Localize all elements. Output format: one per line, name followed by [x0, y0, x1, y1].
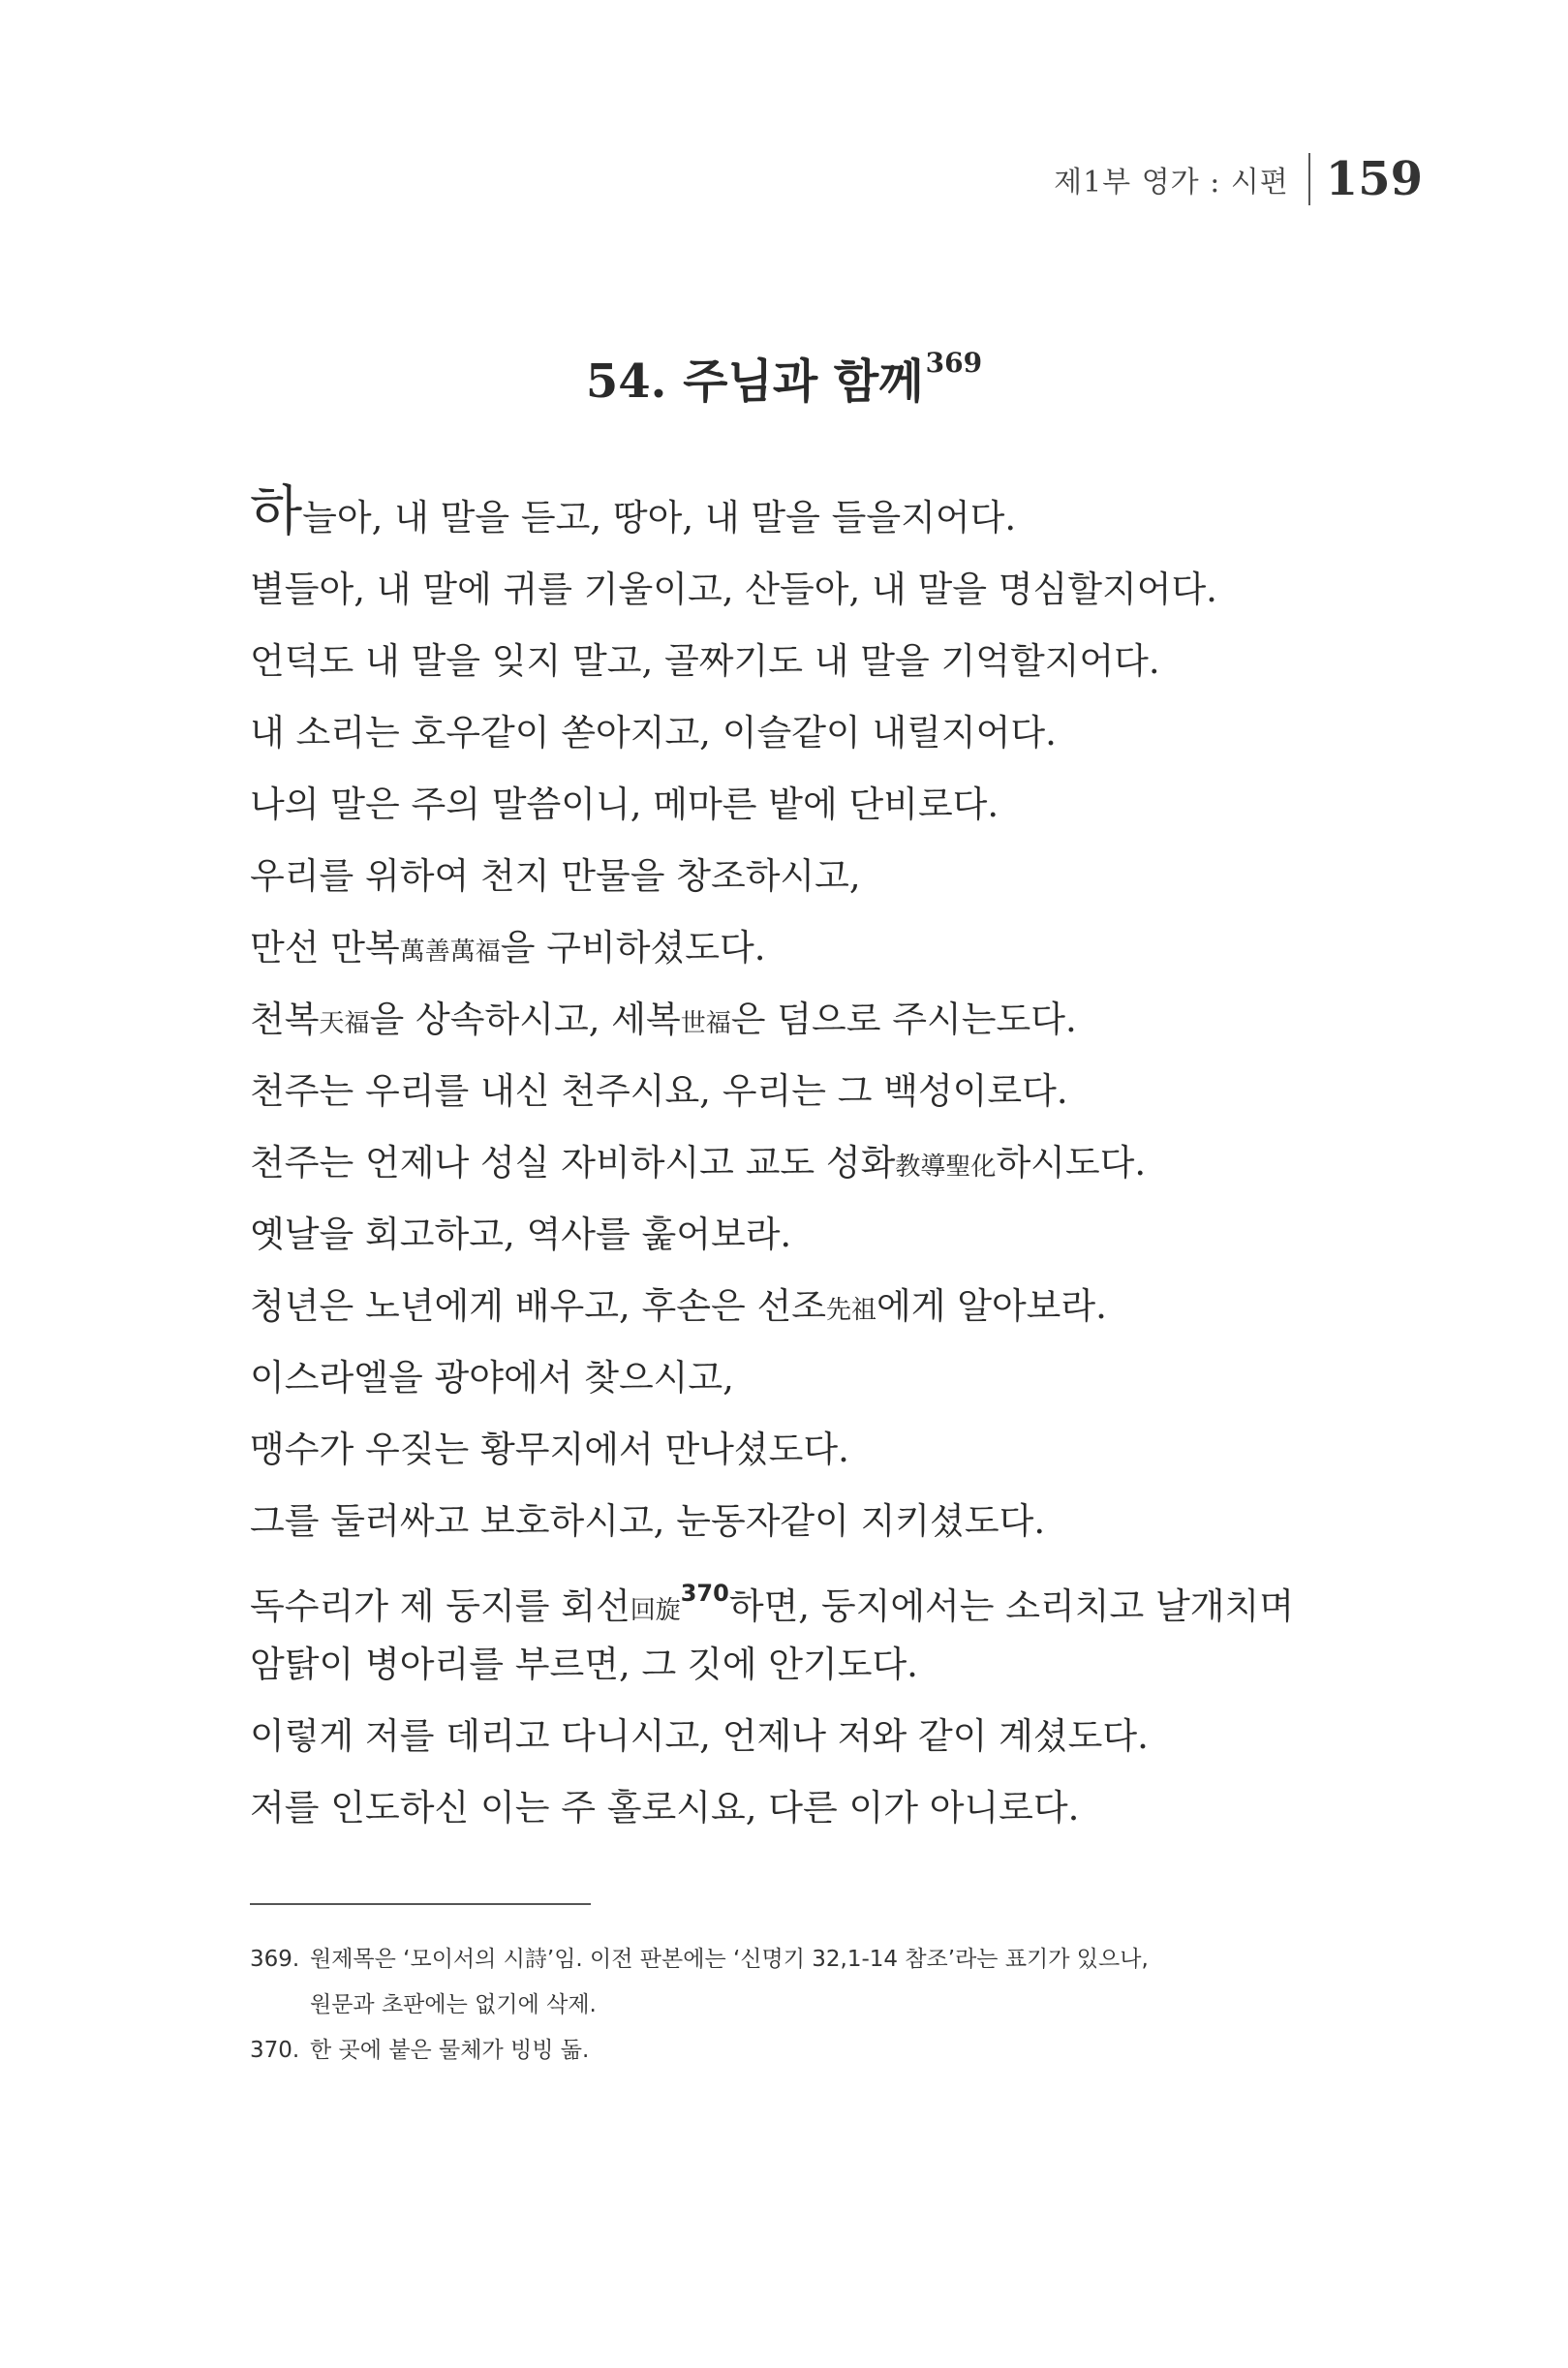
footnote-370-line-1: 한 곳에 붙은 물체가 빙빙 돎.: [310, 2038, 590, 2063]
poem-line-2: 별들아, 내 말에 귀를 기울이고, 산들아, 내 말을 명심할지어다.: [250, 569, 1217, 610]
hanja-gloss: 回旋: [630, 1596, 681, 1625]
poem-line-8-c: 은 덤으로 주시는도다.: [730, 999, 1077, 1040]
hanja-gloss: 天福: [319, 1009, 370, 1038]
header-divider: [1308, 153, 1310, 205]
footnote-number: 370.: [250, 2038, 300, 2063]
poem-title-text: 54. 주님과 함께: [585, 354, 924, 409]
poem-line-18: 이렇게 저를 데리고 다니시고, 언제나 저와 같이 계셨도다.: [250, 1715, 1149, 1757]
footnote-369-line-2: 원문과 초판에는 없기에 삭제.: [310, 1992, 597, 2017]
poem-line-10-a: 천주는 언제나 성실 자비하시고 교도 성화: [250, 1142, 896, 1184]
footnote-ref-370: 370: [680, 1580, 729, 1607]
footnote-369-line-1: 원제목은 ‘모이서의 시詩’임. 이전 판본에는 ‘신명기 32,1-14 참조’라는 표기가 있으나,: [310, 1947, 1149, 1972]
poem-line-16-a: 독수리가 제 둥지를 회선: [250, 1585, 630, 1627]
poem-line-3: 언덕도 내 말을 잊지 말고, 골짜기도 내 말을 기억할지어다.: [250, 640, 1160, 682]
hanja-gloss: 世福: [680, 1009, 731, 1038]
hanja-gloss: 先祖: [825, 1296, 876, 1325]
poem-line-16: [250, 1557, 1431, 1629]
footnotes: [250, 1937, 1393, 2074]
poem-line-6: 우리를 위하여 천지 만물을 창조하시고,: [250, 855, 861, 897]
poem-line-11: 옛날을 회고하고, 역사를 훑어보라.: [250, 1214, 792, 1255]
footnote-number: 369.: [250, 1947, 300, 1972]
header-section-title: 제1부 영가 : 시편: [1054, 166, 1289, 200]
poem-line-1-text: 늘아, 내 말을 듣고, 땅아, 내 말을 들을지어다.: [302, 497, 1017, 538]
footnote-text: [310, 1937, 1393, 2028]
hanja-gloss: 萬善萬福: [399, 938, 501, 967]
poem-line-8: [250, 984, 1431, 1056]
poem-line-12: [250, 1271, 1431, 1342]
poem-line-4: 내 소리는 호우같이 쏟아지고, 이슬같이 내릴지어다.: [250, 712, 1057, 753]
poem-line-7-b: 을 구비하셨도다.: [500, 927, 766, 969]
title-footnote-ref: 369: [925, 347, 983, 379]
page-number: 159: [1325, 152, 1423, 206]
poem-line-7-a: 만선 만복: [250, 927, 400, 969]
poem-line-8-b: 을 상속하시고, 세복: [369, 999, 681, 1040]
poem-line-13: 이스라엘을 광야에서 찾으시고,: [250, 1357, 734, 1399]
poem-body: [250, 482, 1431, 1844]
poem-line-1: [250, 482, 1431, 554]
poem-line-9: 천주는 우리를 내신 천주시요, 우리는 그 백성이로다.: [250, 1070, 1068, 1112]
poem-line-7: [250, 912, 1431, 984]
drop-cap: 하: [250, 480, 303, 543]
poem-line-12-b: 에게 알아보라.: [876, 1285, 1107, 1327]
poem-line-5: 나의 말은 주의 말씀이니, 메마른 밭에 단비로다.: [250, 784, 999, 825]
footnote-divider: [250, 1903, 591, 1905]
footnote-370: [250, 2028, 1393, 2074]
poem-line-14: 맹수가 우짖는 황무지에서 만나셨도다.: [250, 1429, 849, 1470]
footnote-369: [250, 1937, 1393, 2028]
poem-line-10-b: 하시도다.: [996, 1142, 1147, 1184]
running-header: [1054, 145, 1423, 213]
poem-line-15: 그를 둘러싸고 보호하시고, 눈동자같이 지키셨도다.: [250, 1500, 1046, 1542]
poem-line-16-b: 하면, 둥지에서는 소리치고 날개치며: [728, 1585, 1295, 1627]
poem-title: [0, 344, 1568, 411]
poem-line-12-a: 청년은 노년에게 배우고, 후손은 선조: [250, 1285, 826, 1327]
poem-line-19: 저를 인도하신 이는 주 홀로시요, 다른 이가 아니로다.: [250, 1787, 1080, 1829]
poem-line-10: [250, 1127, 1431, 1199]
hanja-gloss: 教導聖化: [895, 1153, 997, 1182]
footnote-text: [310, 2028, 1393, 2074]
poem-line-17: 암탉이 병아리를 부르면, 그 깃에 안기도다.: [250, 1644, 918, 1685]
poem-line-8-a: 천복: [250, 999, 320, 1040]
